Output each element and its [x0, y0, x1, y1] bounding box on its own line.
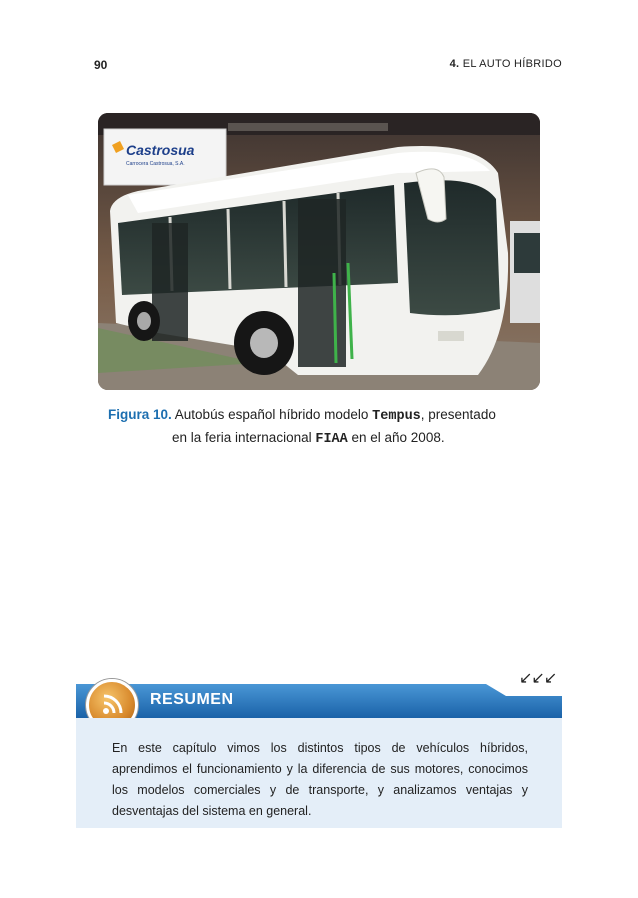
castrosua-sign — [104, 129, 226, 185]
summary-text: En este capítulo vimos los distintos tipos de vehículos híbridos, aprendimos el funcionamiento y la diferencia de sus motores, conocimos los modelos comerciales y de transporte, y analizamos ventajas y desventajas del sistema en general. — [112, 741, 528, 818]
chapter-title: EL AUTO HÍBRIDO — [462, 58, 562, 70]
caption-fair: FIAA — [315, 432, 348, 447]
caption-model: Tempus — [372, 409, 421, 424]
caption-text-d: en el año 2008. — [347, 430, 445, 445]
page-number: 90 — [94, 58, 108, 72]
bus-photo — [98, 113, 540, 390]
caption-line-2 — [108, 427, 538, 450]
chapter-number: 4. — [449, 58, 460, 70]
running-head — [450, 58, 562, 70]
summary-header — [76, 684, 562, 718]
caption-text-c: en la feria internacional — [172, 430, 316, 445]
summary-arrows: ↙↙↙ — [519, 670, 557, 687]
wireless-signal-icon — [98, 691, 126, 719]
caption-label: Figura 10. — [108, 407, 172, 422]
caption-text-b: , presentado — [420, 407, 496, 422]
summary-title: RESUMEN — [150, 691, 234, 708]
sign-text: Castrosua — [126, 142, 195, 158]
sign-subtext: Carrocera Castrosua, S.A. — [126, 161, 185, 167]
caption-text-a: Autobús español híbrido modelo — [171, 407, 373, 422]
figure-caption — [108, 404, 538, 450]
